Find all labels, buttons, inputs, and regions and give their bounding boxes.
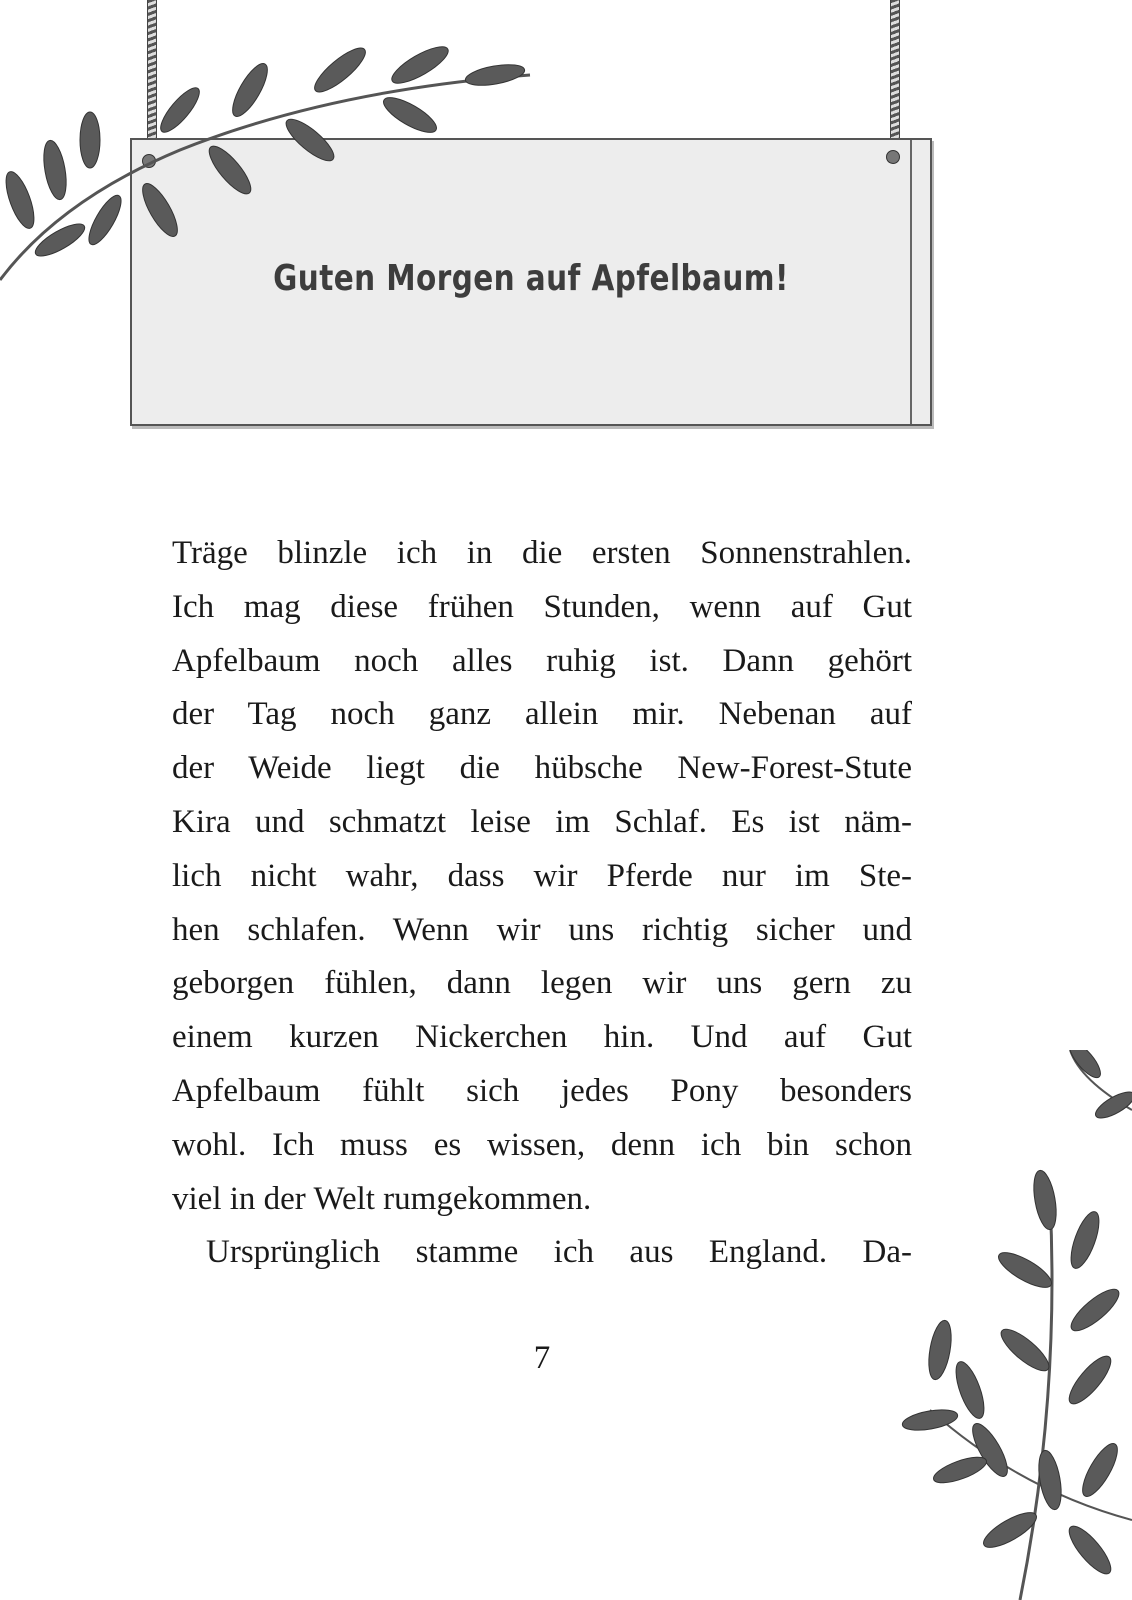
- page-number: 7: [533, 1340, 551, 1376]
- right-rope: [890, 0, 900, 142]
- text-line: Ich mag diese frühen Stunden, wenn auf Gut: [172, 588, 912, 625]
- right-screw-icon: [886, 150, 900, 164]
- text-line: wohl. Ich muss es wissen, denn ich bin schon: [172, 1126, 912, 1163]
- text-line: Apfelbaum fühlt sich jedes Pony besonders: [172, 1072, 912, 1109]
- chapter-title: Guten Morgen auf Apfelbaum!: [273, 258, 789, 299]
- text-line: Kira und schmatzt leise im Schlaf. Es ist näm-: [172, 803, 912, 840]
- text-line: der Weide liegt die hübsche New-Forest-Stute: [172, 750, 912, 787]
- text-line: viel in der Welt rumgekommen.: [172, 1180, 592, 1217]
- text-line: einem kurzen Nickerchen hin. Und auf Gut: [172, 1019, 912, 1056]
- text-line: Apfelbaum noch alles ruhig ist. Dann gehört: [172, 642, 912, 679]
- text-line: Träge blinzle ich in die ersten Sonnenstrahlen.: [172, 535, 912, 571]
- text-line: der Tag noch ganz allein mir. Nebenan auf: [172, 696, 912, 733]
- body-text: [172, 530, 912, 1283]
- top-left-leaves-illustration: [0, 30, 560, 290]
- text-line: lich nicht wahr, dass wir Pferde nur im Ste-: [172, 857, 912, 894]
- sign-edge: [910, 140, 912, 424]
- text-line: Ursprünglich stamme ich aus England. Da-: [206, 1234, 912, 1271]
- bottom-right-leaves-illustration: [900, 1050, 1132, 1600]
- text-line: geborgen fühlen, dann legen wir uns gern zu: [172, 965, 912, 1002]
- text-line: hen schlafen. Wenn wir uns richtig sicher und: [172, 911, 912, 948]
